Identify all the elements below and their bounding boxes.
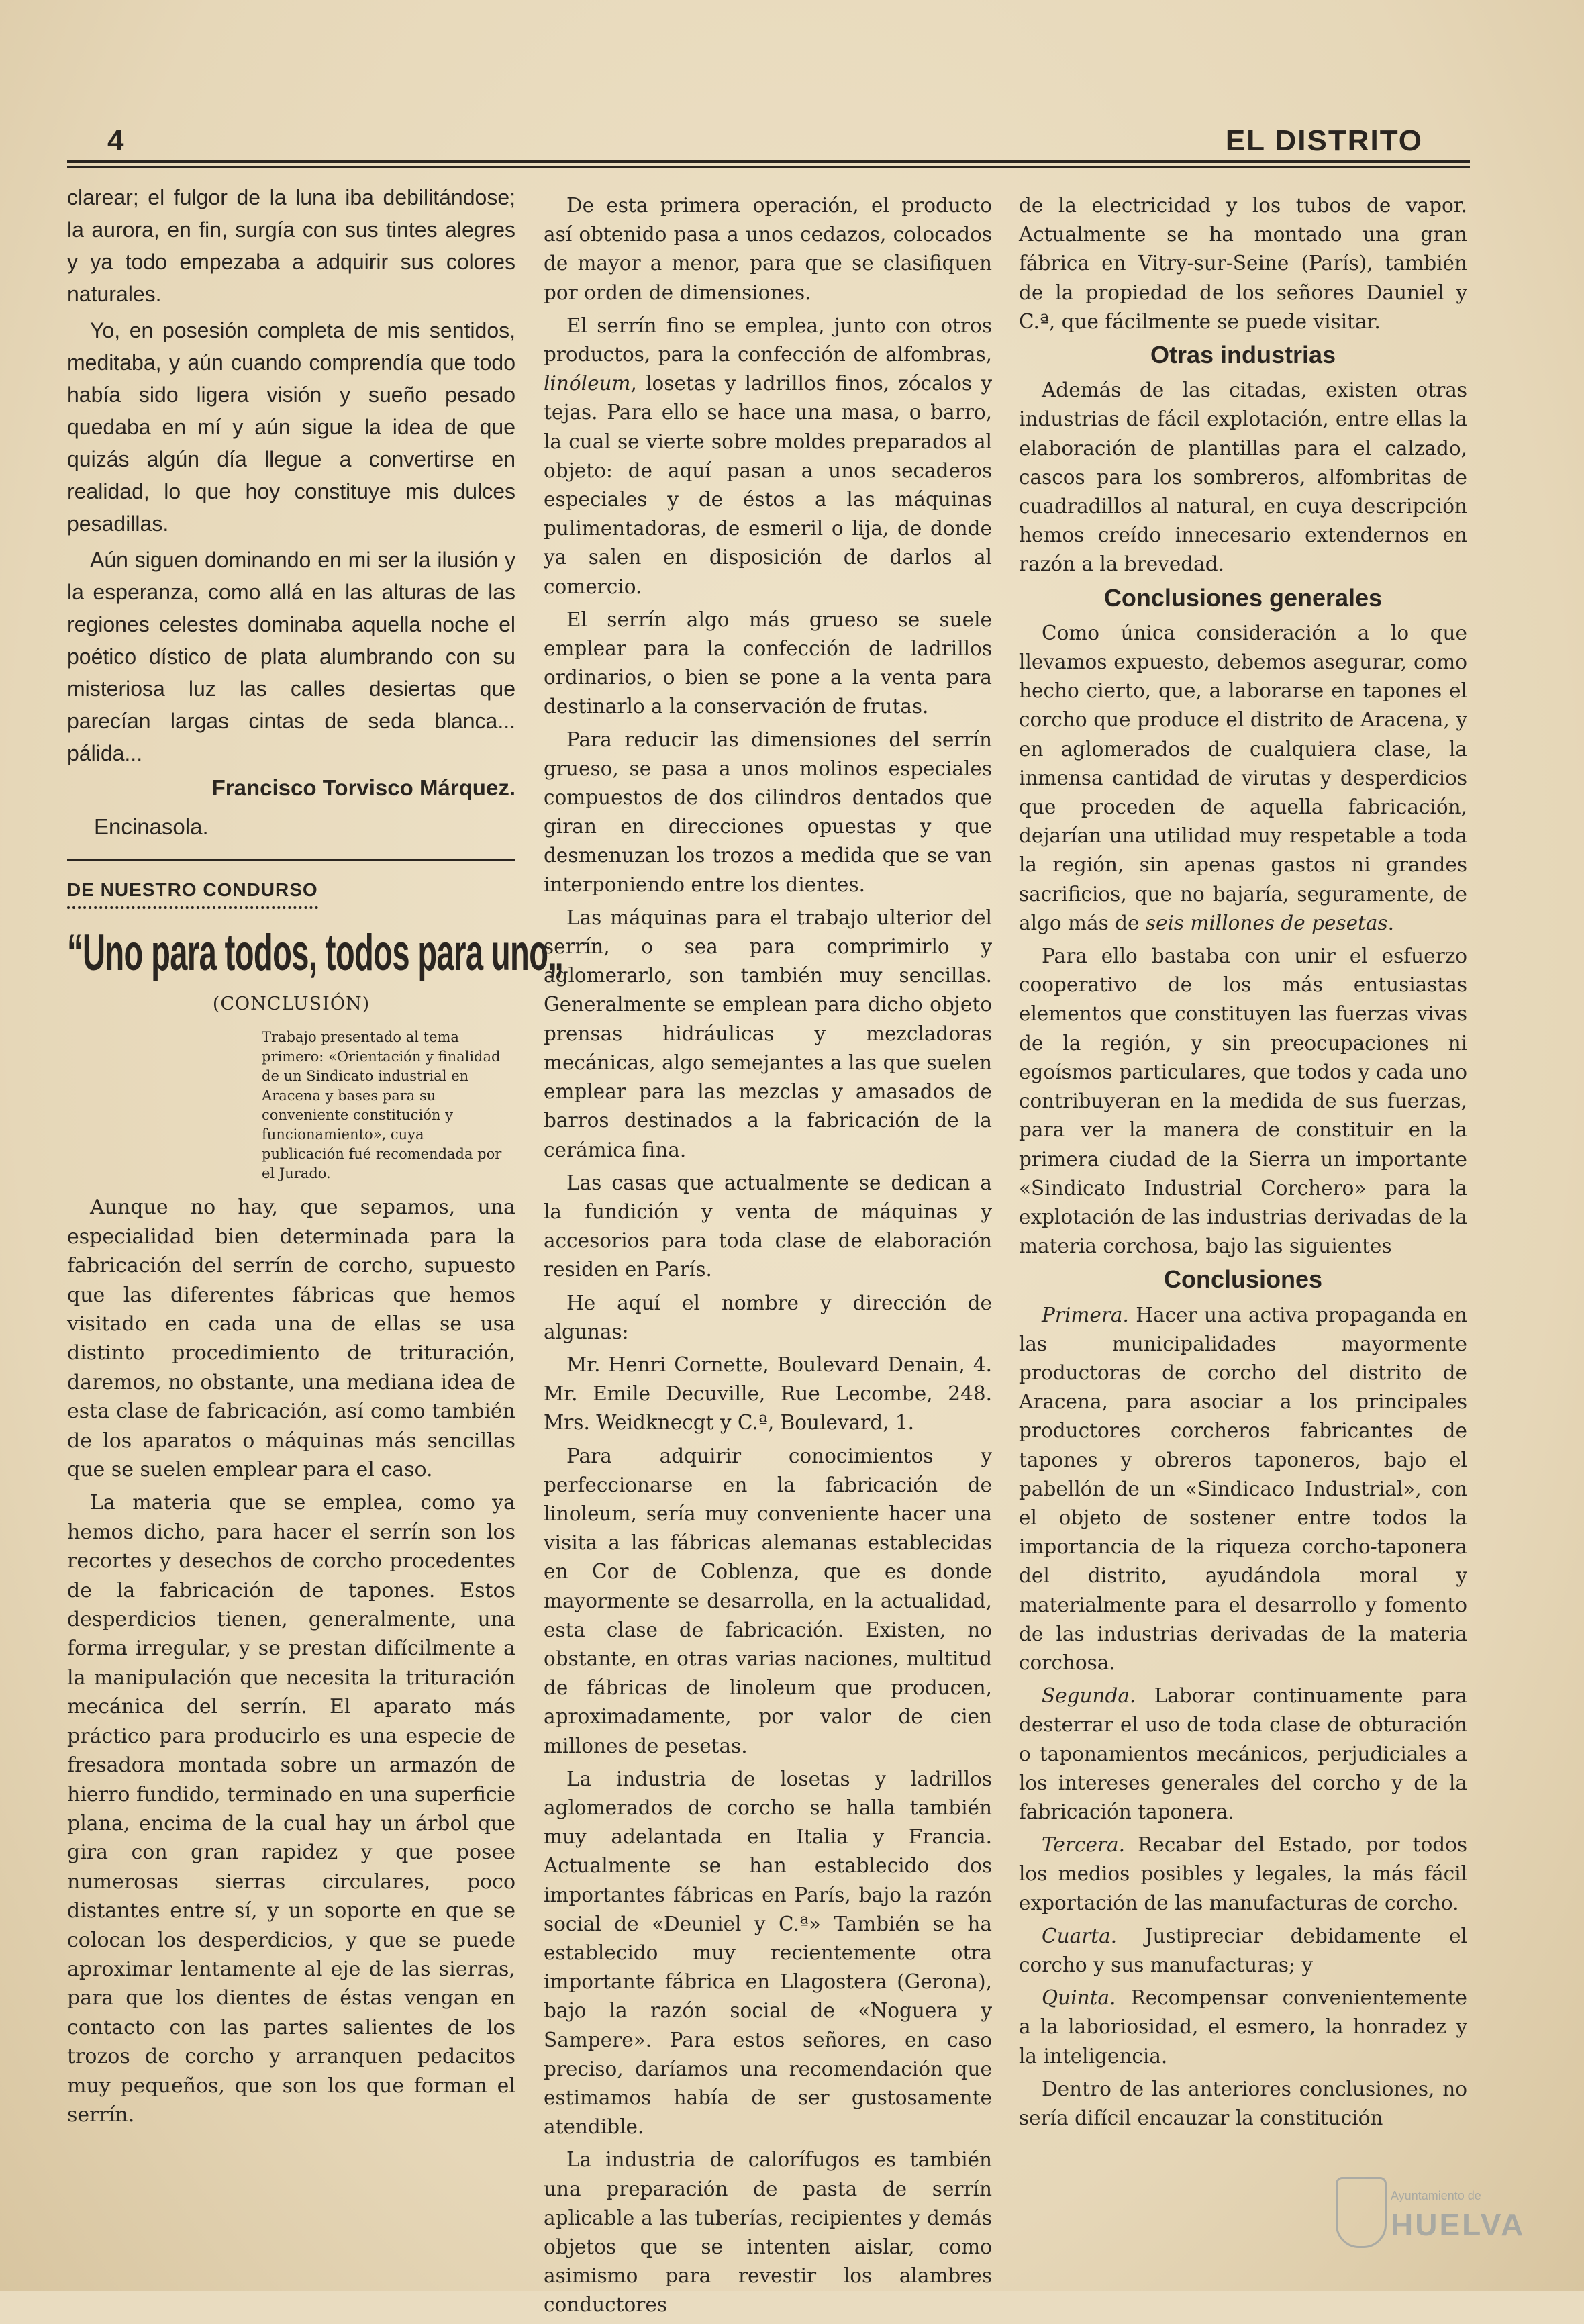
text-run: , losetas y ladrillos finos, zócalos y tejas. Para ello se hace una masa, o barro, la cual se vierte sobre moldes preparados al objeto: de aquí pasan a unos secaderos especiales y de éstos a las máquinas pulimentadoras, de esmeril o lija, de donde ya salen en disposición de darlos al comercio.: [544, 372, 992, 598]
literary-piece: [67, 181, 515, 769]
paragraph: Además de las citadas, existen otras industrias de fácil explotación, entre ellas la elaboración de plantillas para el calzado, cascos para los sombreros, alfombritas de cuadradillos al natural, en cuya descripción hemos creído innecesario extendernos en razón a la brevedad.: [1019, 379, 1467, 576]
column-2: [544, 191, 992, 2324]
paragraph: El serrín algo más grueso se suele emplear para la confección de ladrillos ordinarios, o bien se pone a la venta para destinarlo a la conservación de frutas.: [544, 608, 992, 718]
paragraph: Para ello bastaba con unir el esfuerzo cooperativo de los más entusiastas elementos que constituyen las fuerzas vivas de la región, y sin preocupaciones ni egoísmos particulares, que todos y cada uno contribuyeran en la medida de sus fuerzas, para ver la manera de constituir en la primera ciudad de la Sierra un importante «Sindicato Industrial Corchero» para la explotación de las industrias derivadas de la materia corchosa, bajo las siguientes: [1019, 945, 1467, 1258]
paragraph: Dentro de las anteriores conclusiones, no sería difícil encauzar la constitución: [1019, 2077, 1467, 2129]
section-kicker: DE NUESTRO CONDURSO: [67, 875, 318, 909]
paragraph: Aún siguen dominando en mi ser la ilusión y la esperanza, como allá en las alturas de las regiones celestes dominaba aquella noche el poético dístico de plata alumbrando con su misteriosa luz las calles desiertas que parecían largas cintas de seda blanca... pálida...: [67, 548, 515, 765]
paragraph: Aunque no hay, que sepamos, una especialidad bien determinada para la fabricación del serrín de corcho, supuesto que las diferentes fábricas que hemos visitado en cada una de ellas se usa distinto procedimiento de trituración, daremos, no obstante, una mediana idea de esta clase de fabricación, así como también de los aparatos o máquinas más sencillas que se suelen emplear para el caso.: [67, 1196, 515, 1482]
paragraph: La industria de losetas y ladrillos aglomerados de corcho se halla también muy adelantada en Italia y Francia. Actualmente se han establecido dos importantes fábricas en París, bajo la razón social de «Deuniel y C.ª» También se ha establecido muy recientemente otra importante fábrica en Llagostera (Gerona), bajo la razón social de «Noguera y Sampere». Para estos señores, en caso preciso, daríamos una recomendación que estimamos había de ser gustosamente atendible.: [544, 1767, 992, 2139]
author-place: Encinasola.: [94, 814, 209, 839]
conclusion-item: [1019, 1984, 1467, 2071]
paragraph: Yo, en posesión completa de mis sentidos, meditaba, y aún cuando comprendía que todo había sido ligera visión y sueño pesado quedaba en mí y aún sigue la idea de que quizás algún día llegue a convertirse en realidad, lo que hoy constituye mis dulces pesadillas.: [67, 318, 515, 536]
conclusion-item: [1019, 1301, 1467, 1678]
text-run: Hacer una activa propaganda en las municipalidades mayormente productoras de corcho del distrito de Aracena, para asociar a los principales productores corcheros fabricantes de tapones y obreros taponeros, bajo el pabellón de un «Sindicaco Industrial», con el objeto de sostener entre todos la importancia de la riqueza corcho-taponera del distrito, ayudándola moral y materialmente para el desarrollo y fomento de las industrias derivadas de la materia corchosa.: [1019, 1303, 1467, 1674]
article-note: Trabajo presentado al tema primero: «Orientación y finalidad de un Sindicato industrial en Aracena y bases para su conveniente constitución y funcionamiento», cuya publicación fué recomendada por el Jurado.: [262, 1029, 502, 1182]
watermark-line: Ayuntamiento de: [1391, 2189, 1481, 2202]
column-1: [67, 181, 564, 2133]
item-label: Cuarta.: [1042, 1924, 1118, 1947]
newspaper-title: EL DISTRITO: [1225, 124, 1423, 157]
paragraph: clarear; el fulgor de la luna iba debilitándose; la aurora, en fin, surgía con sus tintes alegres y ya todo empezaba a adquirir sus colores naturales.: [67, 185, 515, 306]
coat-of-arms-icon: [1336, 2177, 1387, 2248]
paragraph: [1019, 619, 1467, 938]
paragraph: De esta primera operación, el producto así obtenido pasa a unos cedazos, colocados de mayor a menor, para que se clasifiquen por orden de dimensiones.: [544, 194, 992, 304]
article-title: “Uno para todos, todos para uno„: [67, 924, 564, 981]
conclusion-item: [1019, 1682, 1467, 1827]
italic-run: seis millones de pesetas: [1145, 911, 1388, 934]
item-label: Tercera.: [1042, 1833, 1125, 1857]
conclusion-label: (CONCLUSIÓN): [212, 993, 370, 1014]
italic-run: linóleum: [544, 372, 631, 395]
paragraph: Para adquirir conocimientos y perfeccionarse en la fabricación de linoleum, sería muy conveniente hacer una visita a las fábricas alemanas establecidas en Cor de Coblenza, que es donde mayormente se desarrolla, en la actualidad, esta clase de fabricación. Existen, no obstante, en otras varias naciones, multitud de fábricas de linoleum que producen, aproximadamente, por valor de cien millones de pesetas.: [544, 1444, 992, 1757]
subheading: Otras industrias: [1150, 341, 1336, 369]
header-rule-thin: [67, 166, 1470, 168]
paragraph: de la electricidad y los tubos de vapor. Actualmente se ha montado una gran fábrica en Vitry-sur-Seine (París), también de la propiedad de los señores Dauniel y C.ª, que fácilmente se puede visitar.: [1019, 194, 1467, 333]
column-3: [1019, 191, 1467, 2137]
text-run: Recabar del Estado, por todos los medios posibles y legales, la más fácil exportación de las manufacturas de corcho.: [1019, 1833, 1467, 1915]
item-label: Primera.: [1042, 1303, 1129, 1326]
section-divider: [67, 859, 515, 861]
subheading: Conclusiones generales: [1103, 583, 1383, 612]
archive-watermark: [1336, 2177, 1537, 2251]
text-run: Como única consideración a lo que llevamos expuesto, debemos asegurar, como hecho cierto, que, a laborarse en tapones el corcho que produce el distrito de Aracena, y en aglomerados de cualquiera clase, la inmensa cantidad de virutas y desperdicios que proceden de aquella fabricación, dejarían una utilidad muy respetable a toda la región, sin apenas gastos ni grandes sacrificios, que no bajaría, seguramente, de algo más de: [1019, 621, 1467, 934]
text-run: Laborar continuamente para desterrar el uso de toda clase de obturación o taponamientos mecánicos, perjudiciales a los intereses generales del corcho y de la fabricación taponera.: [1019, 1684, 1467, 1823]
header-rule: [67, 160, 1470, 163]
paragraph: He aquí el nombre y dirección de algunas:: [544, 1291, 992, 1343]
item-label: Quinta.: [1042, 1986, 1116, 2010]
paragraph: Mr. Henri Cornette, Boulevard Denain, 4. Mr. Emile Decuville, Rue Lecombe, 248. Mrs. Weidknecgt y C.ª, Boulevard, 1.: [544, 1353, 992, 1435]
paragraph: Las casas que actualmente se dedican a la fundición y venta de máquinas y accesorios para toda clase de elaboración residen en París.: [544, 1171, 992, 1281]
text-run: .: [1387, 911, 1395, 934]
text-run: Justipreciar debidamente el corcho y sus manufacturas; y: [1019, 1924, 1467, 1976]
conclusion-item: [1019, 1922, 1467, 1980]
item-label: Segunda.: [1042, 1684, 1136, 1708]
paragraph: La materia que se emplea, como ya hemos dicho, para hacer el serrín son los recortes y desechos de corcho procedentes de la fabricación de tapones. Estos desperdicios tienen, generalmente, una forma irregular, y se prestan difícilmente a la manipulación que necesita la trituración mecánica del serrín. El aparato más práctico para producirlo es una especie de fresadora montada sobre un armazón de hierro fundido, terminado en una superficie plana, encima de la cual hay un árbol que gira con gran rapidez y que posee numerosas sierras circulares, poco distantes entre sí, y un soporte en que se colocan los desperdicios, y que se puede aproximar lentamente al eje de las sierras, para que los dientes de éstas vengan en contacto con las partes salientes de los trozos de corcho y arranquen pedacitos muy pequeños, que son los que forman el serrín.: [67, 1491, 515, 2127]
article-body: [67, 1193, 515, 2129]
paragraph: La industria de calorífugos es también una preparación de pasta de serrín aplicable a las tuberías, recipientes y demás objetos que se intenten aislar, como asimismo para revestir los alambres conductores: [544, 2148, 992, 2317]
paragraph: Las máquinas para el trabajo ulterior del serrín, o sea para comprimirlo y aglomerarlo, son también muy sencillas. Generalmente se emplean para dicho objeto prensas hidráulicas y mezcladoras mecánicas, algo semejantes a las que suelen emplear para las mezclas y amasados de barros destinados a la fabricación de la cerámica fina.: [544, 906, 992, 1161]
watermark-line: HUELVA: [1391, 2207, 1526, 2242]
conclusion-item: [1019, 1831, 1467, 1918]
author-signature: Francisco Torvisco Márquez.: [211, 775, 515, 800]
text-run: Recompensar convenientemente a la laboriosidad, el esmero, la honradez y la inteligencia.: [1019, 1986, 1467, 2068]
paragraph: [544, 311, 992, 601]
text-run: El serrín fino se emplea, junto con otros productos, para la confección de alfombras,: [544, 313, 992, 367]
page-number: 4: [107, 124, 124, 157]
paragraph: Para reducir las dimensiones del serrín grueso, se pasa a unos molinos especiales compuestos de dos cilindros dentados que giran en direcciones opuestas y que desmenuzan los trozos a medida que se van interponiendo entre los dientes.: [544, 728, 992, 896]
subheading: Conclusiones: [1163, 1265, 1323, 1294]
